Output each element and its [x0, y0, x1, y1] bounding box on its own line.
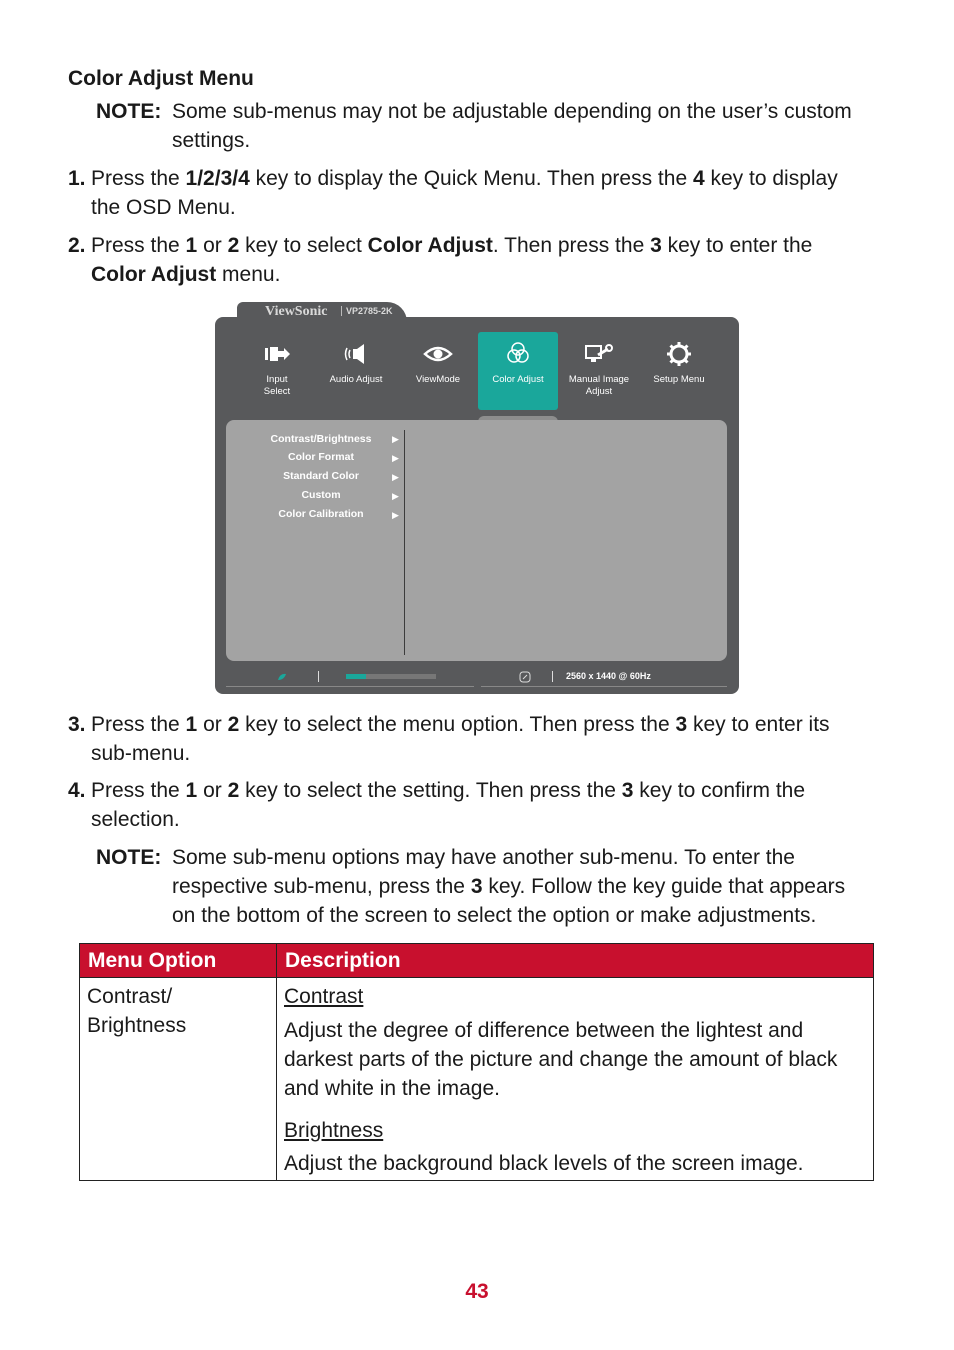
status-left — [226, 668, 474, 687]
osd-status-bar — [226, 668, 727, 686]
eco-leaf-icon — [276, 672, 292, 682]
note-body: Some sub-menu options may have another sub-menu. To enter the respective sub-menu, press the 3 key. Follow the key guide that appears on the bottom of the screen to select the option or make adjustments. — [172, 846, 846, 927]
step-4: 4. Press the 1 or 2 key to select the setting. Then press the 3 key to confirm the selection. — [68, 779, 806, 831]
note-label: NOTE: — [96, 100, 162, 123]
note-label: NOTE: — [96, 846, 162, 869]
osd-menu-color-adjust[interactable]: Color Adjust — [478, 332, 558, 410]
page-number: 43 — [465, 1280, 489, 1303]
color-adjust-icon — [503, 340, 533, 368]
note-bottom — [96, 843, 896, 933]
step-1: 1. Press the 1/2/3/4 key to display the Quick Menu. Then press the 4 key to display the OSD Menu. — [68, 167, 838, 219]
brightness-title: Brightness — [284, 1119, 384, 1142]
submenu-arrow-icon: ▶ — [392, 472, 399, 482]
submenu-arrow-icon: ▶ — [392, 453, 399, 463]
osd-menu-setup-menu[interactable]: Setup Menu — [639, 332, 719, 410]
viewmode-eye-icon — [423, 340, 453, 368]
manual-image-adjust-icon — [584, 340, 614, 368]
osd-menu-viewmode[interactable]: ViewMode — [398, 332, 478, 410]
osd-brand-tab — [237, 302, 407, 326]
setup-gear-icon — [664, 340, 694, 368]
table-header-row — [80, 944, 874, 978]
header-description: Description — [277, 944, 874, 978]
eco-level-bar — [346, 674, 436, 679]
osd-menu-manual-image-adjust[interactable]: Manual Image Adjust — [559, 332, 639, 410]
step-3: 3. Press the 1 or 2 key to select the menu option. Then press the 3 key to enter its sub-menu. — [68, 713, 830, 765]
step-2: 2. Press the 1 or 2 key to select Color Adjust. Then press the 3 key to enter the Color Adjust menu. — [68, 234, 813, 286]
submenu-color-format[interactable]: Color Format — [288, 451, 354, 463]
osd-menu-audio-adjust[interactable]: Audio Adjust — [316, 332, 396, 410]
note-top — [96, 97, 896, 157]
menu-option-cell: Contrast/ Brightness — [80, 978, 277, 1181]
input-signal-icon — [519, 671, 531, 683]
model-label: VP2785-2K — [341, 306, 393, 316]
submenu-standard-color[interactable]: Standard Color — [283, 470, 359, 482]
submenu-custom[interactable]: Custom — [301, 489, 341, 501]
submenu-contrast-brightness[interactable]: Contrast/Brightness — [270, 433, 372, 445]
osd-menu-input-select[interactable]: Input Select — [237, 332, 317, 410]
viewsonic-logo: ViewSonic — [265, 304, 328, 319]
contrast-title: Contrast — [284, 985, 364, 1008]
menu-option-table — [79, 943, 874, 1181]
description-cell: Contrast Adjust the degree of difference between the lightest and darkest parts of the picture and change the amount of black and white in the image. Brightness Adjust the background black levels of the screen image. — [277, 978, 874, 1181]
note-body: Some sub-menus may not be adjustable depending on the user’s custom settings. — [172, 100, 852, 152]
osd-submenu-panel — [226, 420, 727, 661]
submenu-arrow-icon: ▶ — [392, 510, 399, 520]
audio-adjust-icon — [341, 340, 371, 368]
submenu-color-calibration[interactable]: Color Calibration — [278, 508, 364, 520]
resolution-readout: 2560 x 1440 @ 60Hz — [566, 671, 651, 681]
input-select-icon — [262, 340, 292, 368]
submenu-divider — [404, 430, 405, 655]
submenu-arrow-icon: ▶ — [392, 491, 399, 501]
section-title: Color Adjust Menu — [68, 67, 254, 90]
header-menu-option: Menu Option — [80, 944, 277, 978]
submenu-arrow-icon: ▶ — [392, 434, 399, 444]
table-row — [80, 978, 874, 1181]
osd-menu-screenshot — [215, 302, 739, 694]
